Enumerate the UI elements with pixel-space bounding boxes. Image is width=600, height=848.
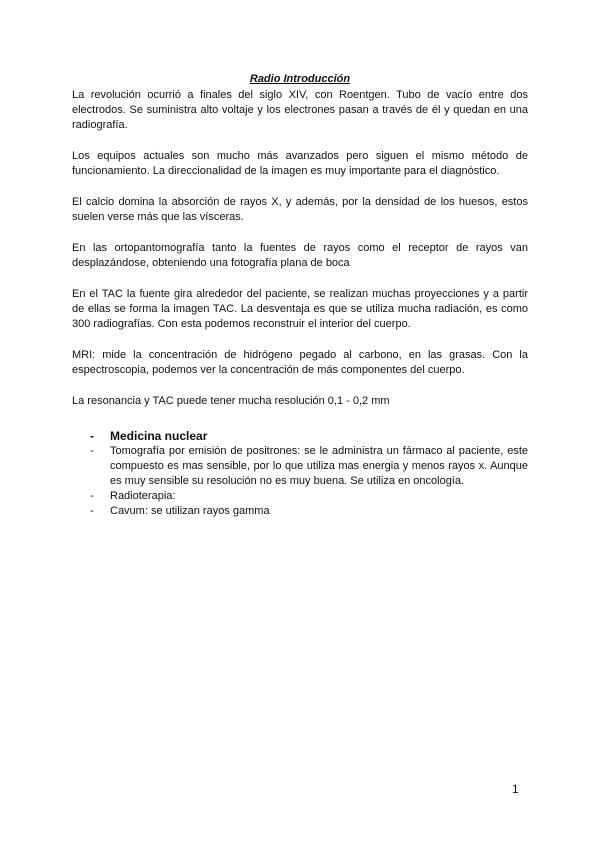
list-dash: - [90,505,94,517]
list-item-nuclear-medicine [90,429,528,444]
paragraph-roentgen: La revolución ocurrió a finales del siglo XIV, con Roentgen. Tubo de vacío entre dos electrodos. Se suministra alto voltaje y los electrones pasan a través de él y quedan en una radiografía. [72,89,528,131]
list-item-label: Cavum: se utilizan rayos gamma [110,505,270,517]
list-item-pet [90,444,528,489]
page-number: 1 [512,782,519,796]
paragraph-tac: En el TAC la fuente gira alrededor del paciente, se realizan muchas proyecciones y a partir de ellas se forma la imagen TAC. La desventaja es que se utiliza mucha radiación, es como 300 radiografías. Con esta podemos reconstruir el interior del cuerpo. [72,288,528,330]
list-dash: - [90,445,94,457]
paragraph-modern-equipment: Los equipos actuales son mucho más avanzados pero siguen el mismo método de funcionamiento. La direccionalidad de la imagen es muy importante para el diagnóstico. [72,150,528,177]
list-item-cavum [90,504,528,519]
list-item-label: Tomografía por emisión de positrones: se le administra un fármaco al paciente, este compuesto es mas sensible, por lo que utiliza mas energia y menos rayos x. Aunque es muy sensible su resolución no es muy buena. Se utiliza en oncología. [110,445,528,487]
list-item-radiotherapy [90,489,528,504]
document-title: Radio Introducción [249,73,351,85]
document-body [72,72,528,519]
paragraph-orthopantomography: En las ortopantomografía tanto la fuentes de rayos como el receptor de rayos van desplazándose, obteniendo una fotografía plana de boca [72,242,528,269]
list-dash: - [90,429,94,443]
list-item-label: Medicina nuclear [110,429,208,443]
bullet-list [72,429,528,519]
paragraph-mri: MRI: mide la concentración de hidrógeno pegado al carbono, en las grasas. Con la espectroscopia, podemos ver la concentración de más componentes del cuerpo. [72,349,528,376]
list-dash: - [90,490,94,502]
paragraph-calcium: El calcio domina la absorción de rayos X, y además, por la densidad de los huesos, estos suelen verse más que las vísceras. [72,196,528,223]
paragraph-resolution: La resonancia y TAC puede tener mucha resolución 0,1 - 0,2 mm [72,395,390,407]
list-item-label: Radioterapia: [110,490,176,502]
